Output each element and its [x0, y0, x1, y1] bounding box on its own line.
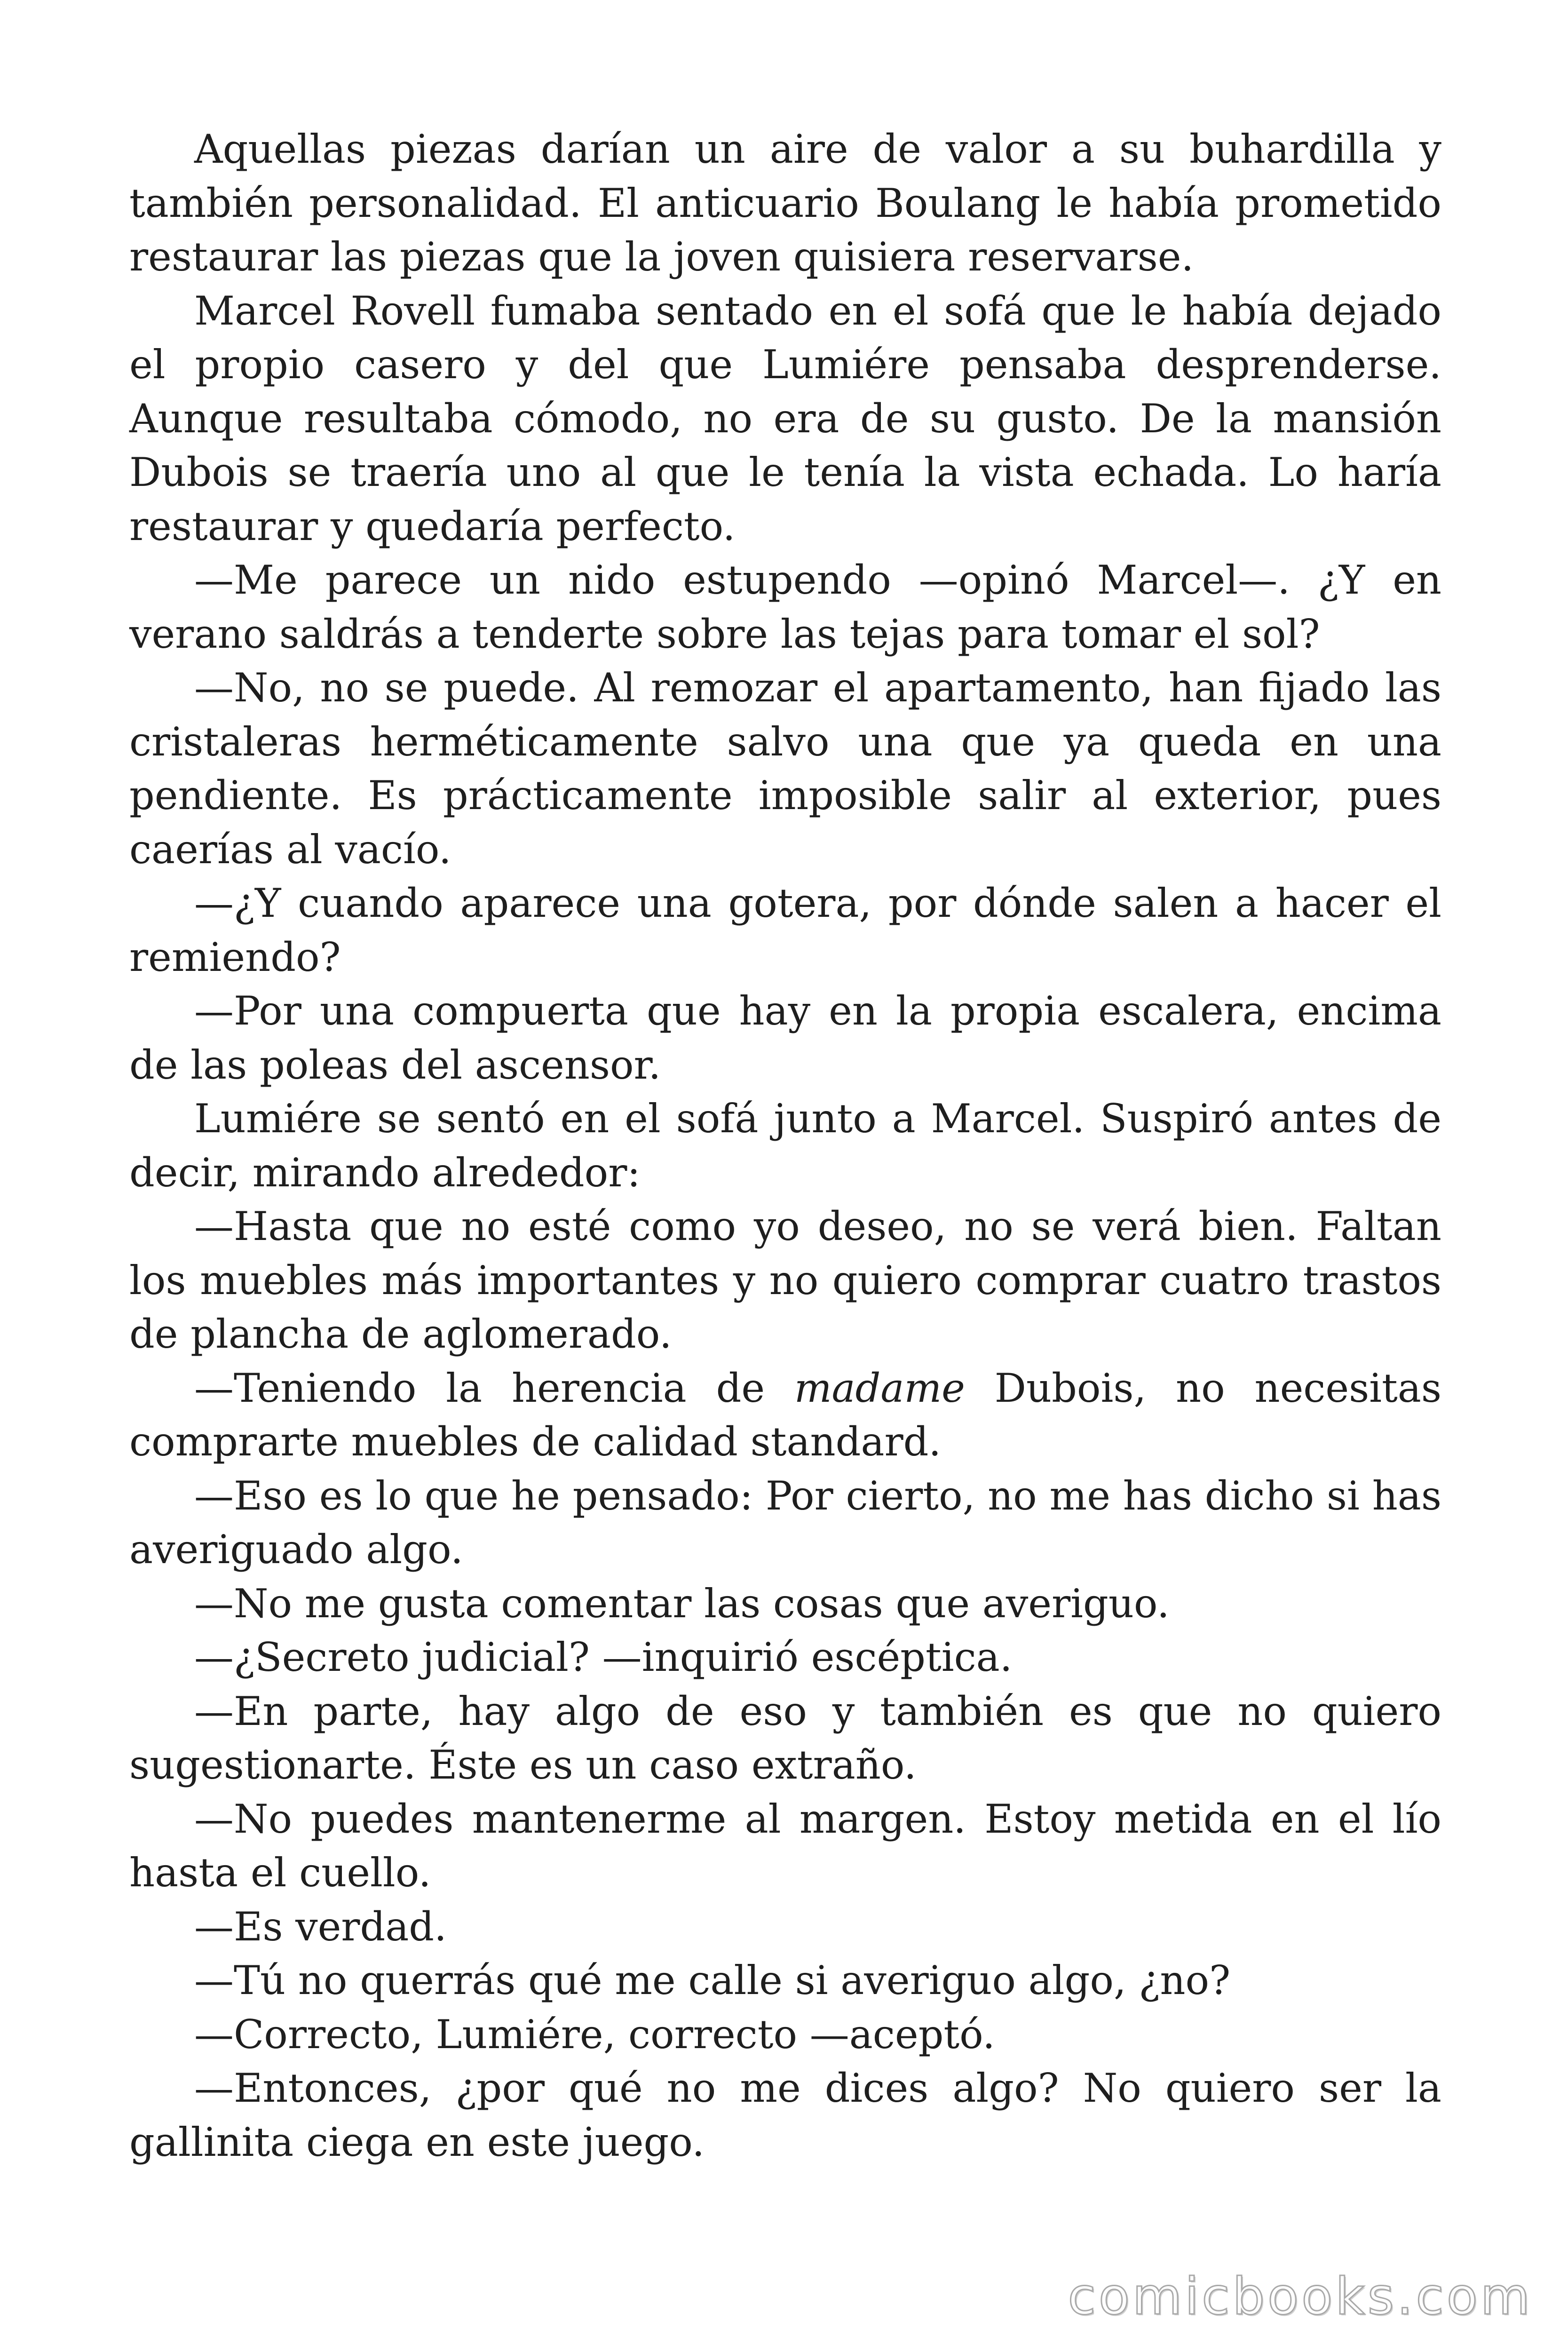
paragraph-14: —No puedes mantenerme al margen. Estoy metida en el lío hasta el cuello. [129, 1796, 1441, 1896]
paragraph-12: —¿Secreto judicial? —inquirió escéptica. [194, 1634, 1013, 1680]
paragraph-6: —Por una compuerta que hay en la propia escalera, encima de las poleas del ascensor. [129, 988, 1441, 1088]
paragraph-2: Marcel Rovell fumaba sentado en el sofá que le había dejado el propio casero y del que Lumiére pensaba desprenderse. Aunque resultaba cómodo, no era de su gusto. De la mansión Dubois se traería uno al que le tenía la vista echada. Lo haría restaurar y quedaría perfecto. [129, 287, 1441, 549]
paragraph-9 [129, 1361, 1441, 1469]
paragraph-1: Aquellas piezas darían un aire de valor a su buhardilla y también personalidad. El anticuario Boulang le había prometido restaurar las piezas que la joven quisiera reservarse. [129, 126, 1441, 280]
paragraph-5: —¿Y cuando aparece una gotera, por dónde salen a hacer el remiendo? [129, 880, 1441, 980]
paragraph-8: —Hasta que no esté como yo deseo, no se verá bien. Faltan los muebles más importantes y no quiero comprar cuatro trastos de plancha de aglomerado. [129, 1203, 1441, 1357]
paragraph-9-start: —Teniendo la herencia de [194, 1365, 794, 1411]
paragraph-18: —Entonces, ¿por qué no me dices algo? No quiero ser la gallinita ciega en este juego. [129, 2065, 1441, 2165]
watermark: comicbooks.com [1068, 2267, 1533, 2326]
paragraph-9-end: Dubois, no necesitas comprarte muebles de calidad standard. [129, 1365, 1441, 1465]
paragraph-16: —Tú no querrás qué me calle si averiguo algo, ¿no? [194, 1957, 1231, 2003]
paragraph-7: Lumiére se sentó en el sofá junto a Marcel. Suspiró antes de decir, mirando alrededor: [129, 1096, 1441, 1196]
paragraph-10: —Eso es lo que he pensado: Por cierto, no me has dicho si has averiguado algo. [129, 1472, 1441, 1573]
paragraph-3: —Me parece un nido estupendo —opinó Marcel—. ¿Y en verano saldrás a tenderte sobre las tejas para tomar el sol? [129, 557, 1441, 657]
paragraph-15: —Es verdad. [194, 1903, 447, 1950]
paragraph-4: —No, no se puede. Al remozar el apartamento, han fijado las cristaleras herméticamente salvo una que ya queda en una pendiente. Es prácticamente imposible salir al exterior, pues caerías al vacío. [129, 665, 1441, 873]
paragraph-11: —No me gusta comentar las cosas que averiguo. [194, 1580, 1170, 1627]
body-text [129, 122, 1441, 2169]
italic-word: madame [794, 1365, 965, 1411]
paragraph-13: —En parte, hay algo de eso y también es que no quiero sugestionarte. Éste es un caso extraño. [129, 1688, 1441, 1788]
paragraph-17: —Correcto, Lumiére, correcto —aceptó. [194, 2011, 995, 2058]
